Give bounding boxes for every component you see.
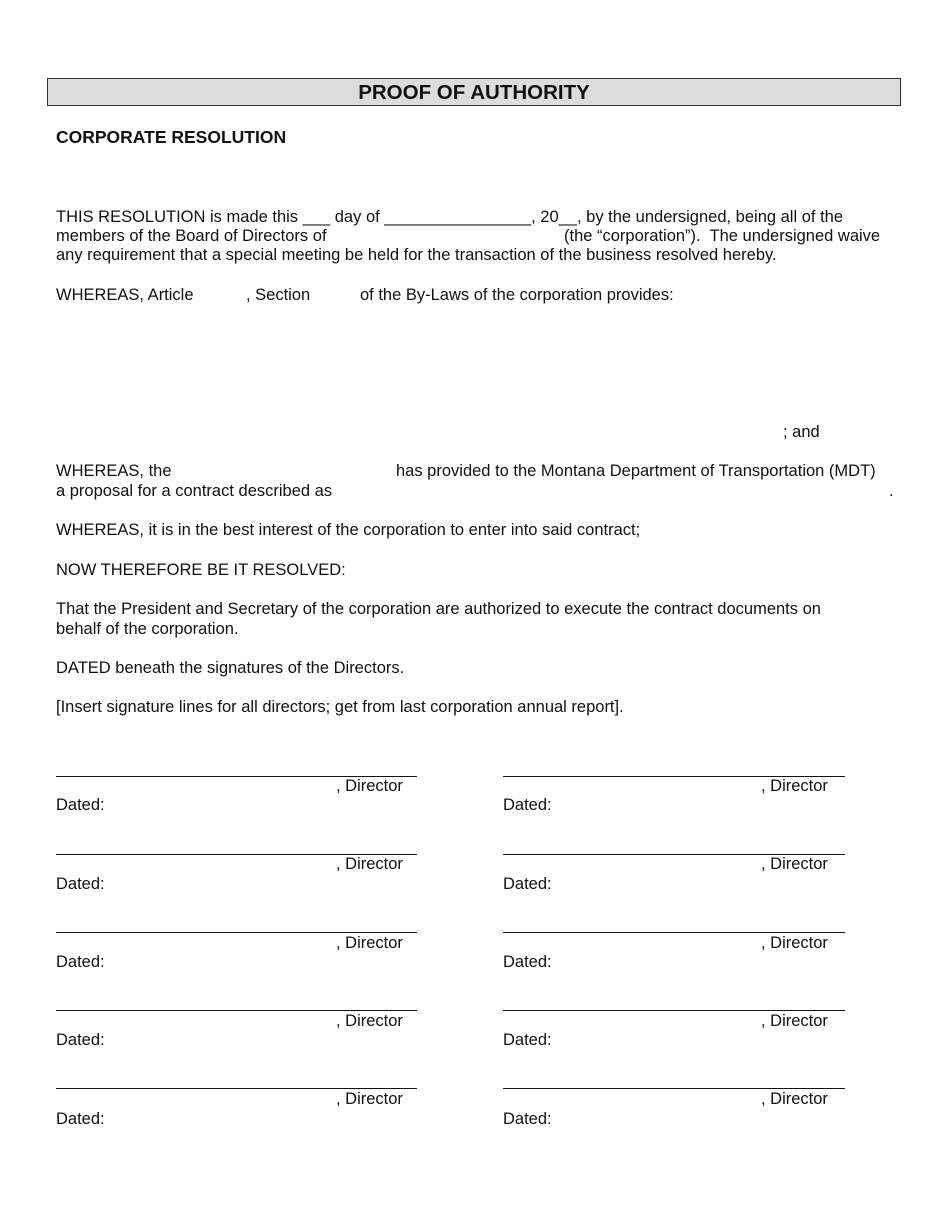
- document-subtitle: CORPORATE RESOLUTION: [56, 127, 287, 147]
- and-text: ; and: [783, 423, 820, 441]
- authorization-line-1: That the President and Secretary of the corporation are authorized to execute the contract documents on: [56, 600, 821, 618]
- whereas-proposal-period: .: [889, 482, 894, 500]
- dated-label: Dated:: [503, 875, 552, 893]
- director-label: , Director: [761, 1090, 828, 1108]
- title-bar: [47, 78, 901, 106]
- director-label: , Director: [336, 1090, 403, 1108]
- authorization-line-2: behalf of the corporation.: [56, 620, 239, 638]
- dated-label: Dated:: [56, 1031, 105, 1049]
- dated-label: Dated:: [56, 875, 105, 893]
- dated-beneath: DATED beneath the signatures of the Directors.: [56, 659, 405, 677]
- dated-label: Dated:: [56, 796, 105, 814]
- director-label: , Director: [761, 777, 828, 795]
- whereas-section-label: , Section: [246, 286, 311, 304]
- intro-line-3: any requirement that a special meeting be held for the transaction of the business resolved hereby.: [56, 246, 777, 264]
- whereas-proposal-contract: a proposal for a contract described as: [56, 482, 333, 500]
- dated-label: Dated:: [503, 796, 552, 814]
- director-label: , Director: [761, 855, 828, 873]
- intro-line-2-end: (the “corporation”). The undersigned waive: [564, 227, 881, 245]
- director-label: , Director: [336, 1012, 403, 1030]
- dated-label: Dated:: [503, 1031, 552, 1049]
- director-label: , Director: [761, 1012, 828, 1030]
- director-label: , Director: [336, 934, 403, 952]
- resolved-heading: NOW THEREFORE BE IT RESOLVED:: [56, 561, 346, 579]
- whereas-proposal-start: WHEREAS, the: [56, 462, 172, 480]
- dated-label: Dated:: [503, 1110, 552, 1128]
- dated-label: Dated:: [503, 953, 552, 971]
- whereas-bylaws-text: of the By-Laws of the corporation provides:: [360, 286, 674, 304]
- director-label: , Director: [336, 855, 403, 873]
- dated-label: Dated:: [56, 953, 105, 971]
- intro-line-2-start: members of the Board of Directors of: [56, 227, 327, 245]
- document-title: PROOF OF AUTHORITY: [358, 81, 590, 104]
- whereas-proposal-mdt: has provided to the Montana Department of Transportation (MDT): [396, 462, 876, 480]
- dated-label: Dated:: [56, 1110, 105, 1128]
- whereas-interest: WHEREAS, it is in the best interest of the corporation to enter into said contract;: [56, 521, 641, 539]
- director-label: , Director: [761, 934, 828, 952]
- insert-note: [Insert signature lines for all directors; get from last corporation annual report].: [56, 698, 624, 716]
- whereas-article-label: WHEREAS, Article: [56, 286, 194, 304]
- director-label: , Director: [336, 777, 403, 795]
- intro-line-1: THIS RESOLUTION is made this ___ day of ________________, 20__, by the undersigned, being all of the: [56, 208, 844, 226]
